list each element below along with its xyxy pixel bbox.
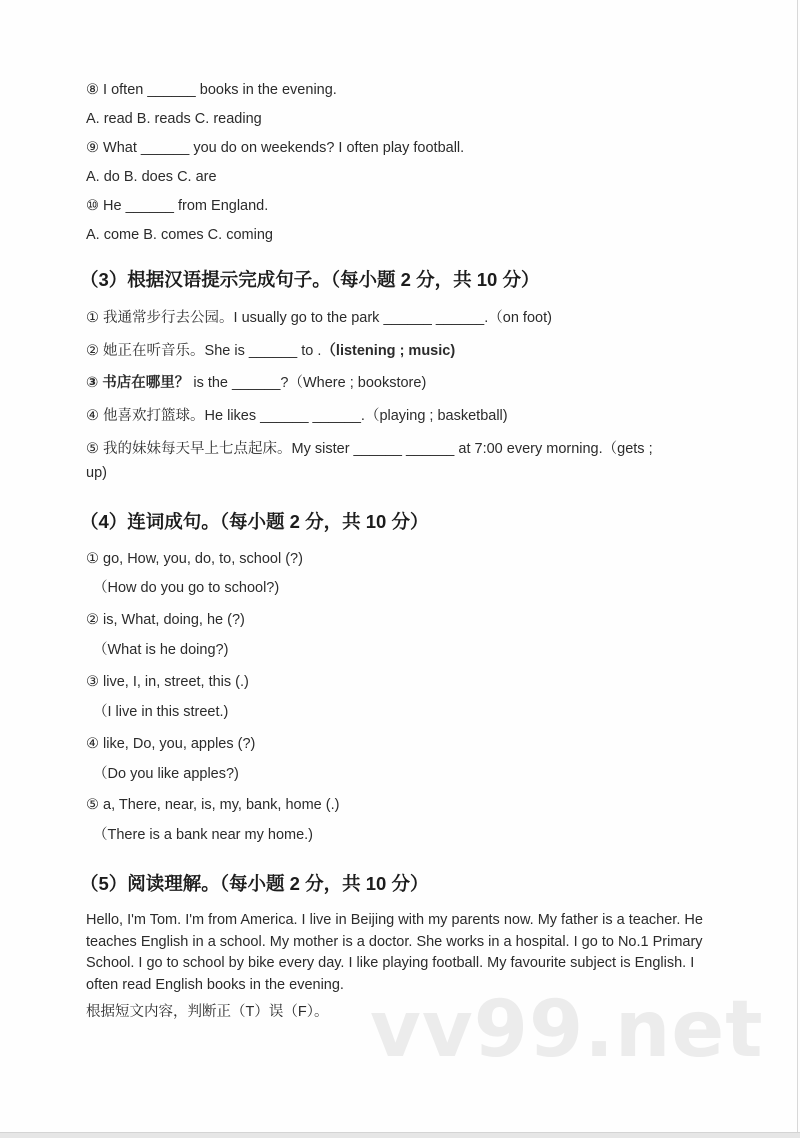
question-10-options: A. come B. comes C. coming bbox=[86, 227, 273, 243]
question-8: ⑧ I often ______ books in the evening. bbox=[86, 82, 337, 98]
question-9: ⑨ What ______ you do on weekends? I often play football. bbox=[86, 140, 465, 156]
section-3-item-3-prefix: ③ 书店在哪里？ bbox=[86, 375, 190, 391]
section-4-item-4-answer: （Do you like apples?) bbox=[93, 766, 239, 782]
section-4-item-2-answer: （What is he doing?) bbox=[93, 642, 229, 658]
section-4-item-5-answer: （There is a bank near my home.) bbox=[93, 827, 314, 843]
question-8-options: A. read B. reads C. reading bbox=[86, 111, 262, 127]
section-3-item-2-hint: （listening ; music) bbox=[321, 343, 456, 359]
section-3-item-3 bbox=[86, 374, 426, 392]
section-3-item-1: ① 我通常步行去公园。I usually go to the park ______ ______.（on foot) bbox=[86, 310, 552, 326]
question-9-options: A. do B. does C. are bbox=[86, 169, 217, 185]
section-3-item-4: ④ 他喜欢打篮球。He likes ______ ______.（playing ; basketball) bbox=[86, 408, 508, 424]
section-4-item-5-prompt: ⑤ a, There, near, is, my, bank, home (.) bbox=[86, 797, 340, 813]
section-3-item-5: ⑤ 我的妹妹每天早上七点起床。My sister ______ ______ at 7:00 every morning.（gets ; bbox=[86, 441, 653, 457]
section-4-item-1-prompt: ① go, How, you, do, to, school (?) bbox=[86, 551, 303, 567]
section-4-item-3-prompt: ③ live, I, in, street, this (.) bbox=[86, 674, 249, 690]
reading-instruction: 根据短文内容，判断正（T）误（F）。 bbox=[86, 1004, 329, 1020]
section-5-heading: （5）阅读理解。（每小题 2 分，共 10 分） bbox=[80, 873, 429, 894]
section-3-item-3-text: is the ______?（Where ; bookstore) bbox=[189, 375, 427, 391]
section-4-item-1-answer: （How do you go to school?) bbox=[93, 580, 280, 596]
section-3-item-2 bbox=[86, 342, 455, 360]
section-4-item-2-prompt: ② is, What, doing, he (?) bbox=[86, 612, 245, 628]
page-bottom-edge bbox=[0, 1132, 800, 1138]
question-10: ⑩ He ______ from England. bbox=[86, 198, 269, 214]
section-4-heading: （4）连词成句。（每小题 2 分，共 10 分） bbox=[80, 511, 429, 532]
watermark: vv99.net bbox=[370, 985, 764, 1075]
section-4-item-4-prompt: ④ like, Do, you, apples (?) bbox=[86, 736, 256, 752]
reading-passage: Hello, I'm Tom. I'm from America. I live in Beijing with my parents now. My father is a teacher. He teaches English in a school. My mother is a doctor. She works in a hospital. I go to No.1 Primary School. I go to school by bike every day. I like playing football. My favourite subject is English. I often read English books in the evening. bbox=[86, 912, 703, 993]
section-4-item-3-answer: （I live in this street.) bbox=[93, 704, 229, 720]
section-3-item-2-text: ② 她正在听音乐。She is ______ to . bbox=[86, 343, 322, 359]
section-3-heading: （3）根据汉语提示完成句子。（每小题 2 分，共 10 分） bbox=[80, 269, 540, 290]
section-3-item-5-continuation: up) bbox=[86, 465, 107, 481]
